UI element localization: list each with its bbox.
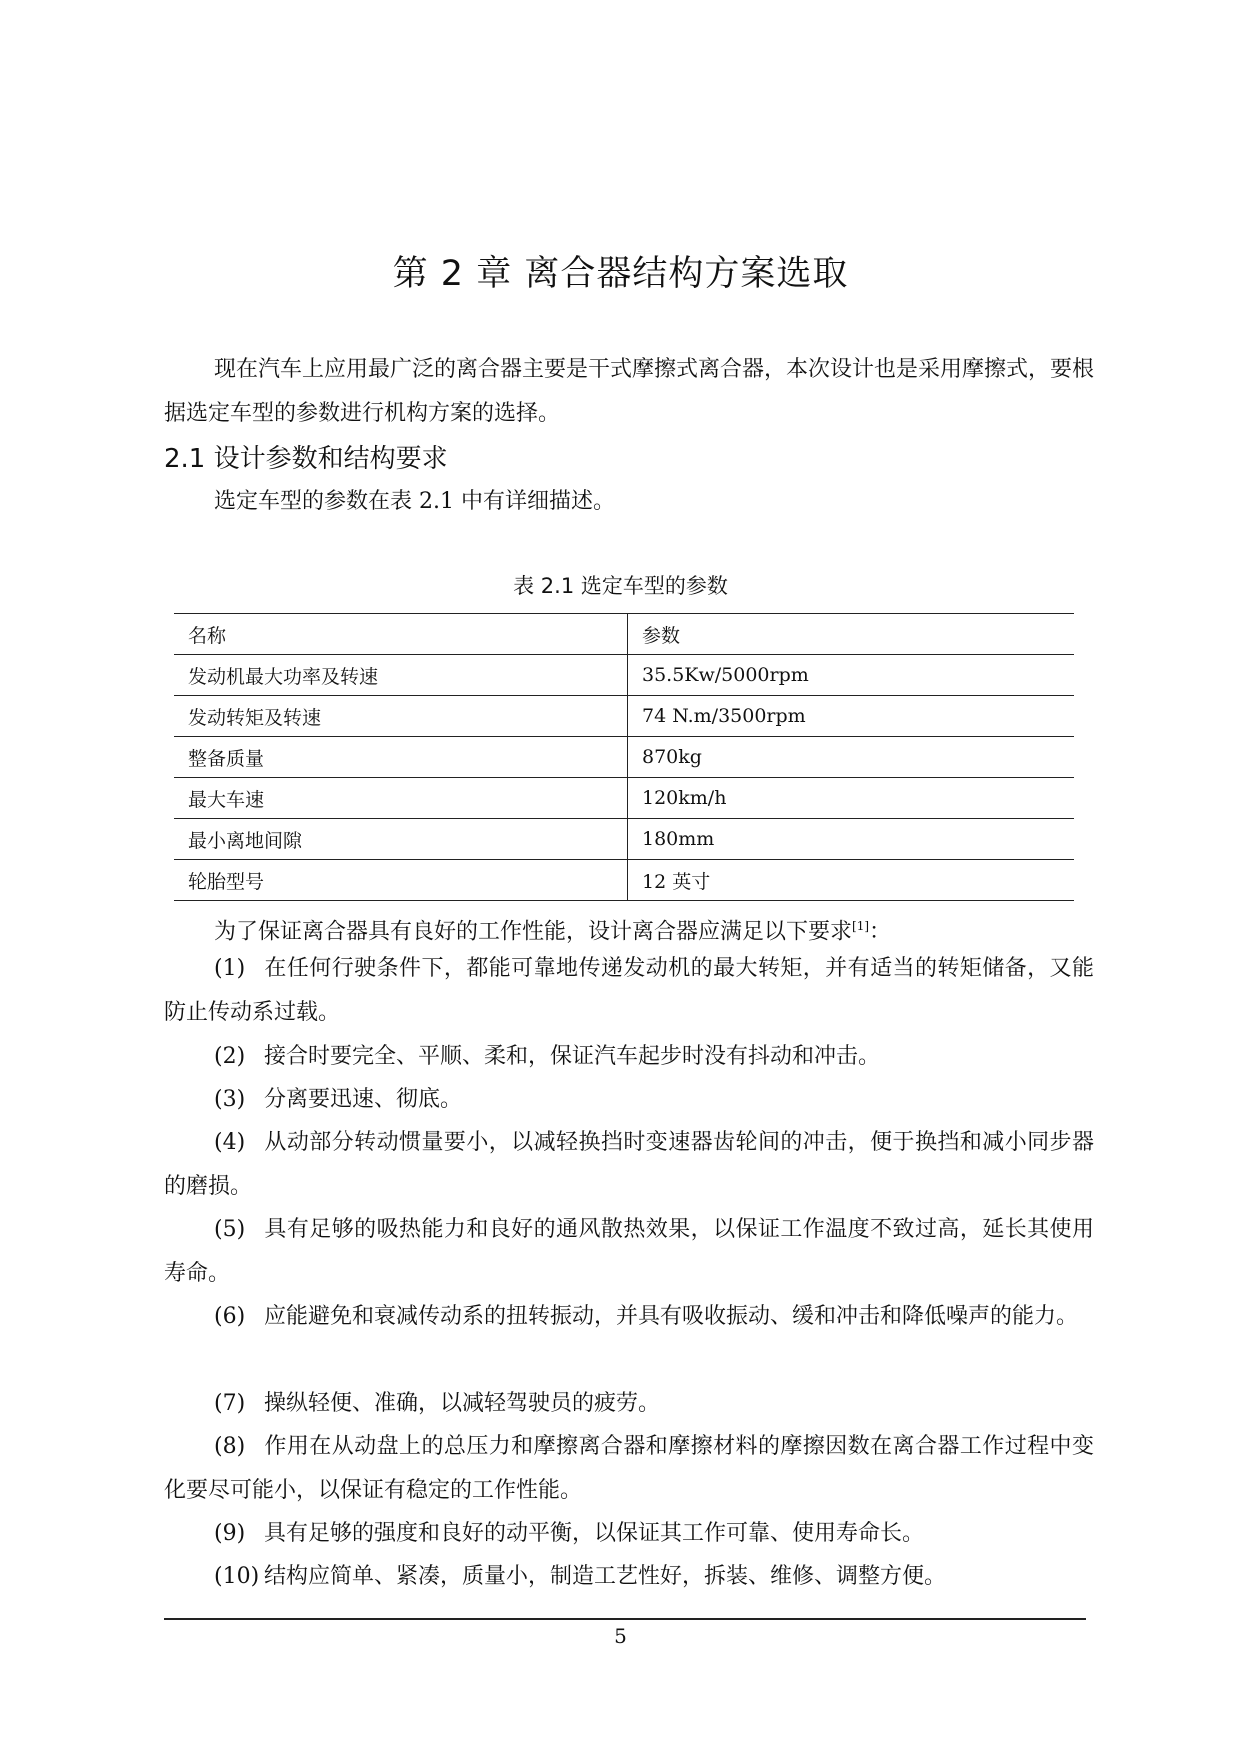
intro-paragraph: 现在汽车上应用最广泛的离合器主要是干式摩擦式离合器，本次设计也是采用摩擦式，要根据选定车型的参数进行机构方案的选择。	[164, 357, 1095, 426]
requirement-number: (4)	[214, 1130, 246, 1155]
requirement-item	[164, 1382, 1094, 1426]
requirement-text: 接合时要完全、平顺、柔和，保证汽车起步时没有抖动和冲击。	[264, 1044, 881, 1069]
requirements-intro-text: 为了保证离合器具有良好的工作性能，设计离合器应满足以下要求	[214, 919, 853, 945]
chapter-title: 第 2 章 离合器结构方案选取	[392, 254, 849, 294]
table-caption: 表 2.1 选定车型的参数	[513, 574, 728, 598]
footer-divider	[164, 1618, 1086, 1620]
table-cell: 35.5Kw/5000rpm	[628, 655, 1075, 696]
table-cell: 发动机最大功率及转速	[174, 655, 628, 696]
table-cell: 最大车速	[174, 778, 628, 819]
requirements-colon: ：	[869, 919, 892, 945]
requirement-text: 操纵轻便、准确，以减轻驾驶员的疲劳。	[264, 1391, 661, 1416]
requirement-number: (8)	[214, 1434, 246, 1459]
requirement-text: 具有足够的强度和良好的动平衡，以保证其工作可靠、使用寿命长。	[264, 1521, 925, 1546]
requirement-text: 在任何行驶条件下，都能可靠地传递发动机的最大转矩，并有适当的转矩储备，又能防止传动系过载。	[164, 956, 1094, 1025]
requirement-number: (7)	[214, 1391, 246, 1416]
table-cell: 发动转矩及转速	[174, 696, 628, 737]
requirement-text: 分离要迅速、彻底。	[264, 1087, 463, 1112]
table-cell: 整备质量	[174, 737, 628, 778]
requirement-text: 结构应简单、紧凑，质量小，制造工艺性好，拆装、维修、调整方便。	[264, 1564, 947, 1589]
table-row	[174, 860, 1074, 901]
requirement-item	[164, 1208, 1094, 1296]
requirement-item	[164, 947, 1094, 1035]
section-lead: 选定车型的参数在表 2.1 中有详细描述。	[214, 489, 615, 514]
table-cell: 12 英寸	[628, 860, 1075, 901]
requirement-item	[164, 1425, 1094, 1513]
requirement-item	[164, 1295, 1094, 1339]
citation-ref: [1]	[852, 919, 870, 933]
table-row	[174, 737, 1074, 778]
table-row	[174, 778, 1074, 819]
table-row	[174, 819, 1074, 860]
requirement-text: 作用在从动盘上的总压力和摩擦离合器和摩擦材料的摩擦因数在离合器工作过程中变化要尽可能小，以保证有稳定的工作性能。	[164, 1434, 1094, 1503]
requirement-text: 从动部分转动惯量要小，以减轻换挡时变速器齿轮间的冲击，便于换挡和减小同步器的磨损。	[164, 1130, 1094, 1199]
requirement-number: (10)	[214, 1564, 260, 1589]
table-cell: 最小离地间隙	[174, 819, 628, 860]
requirement-item	[164, 1121, 1094, 1209]
requirement-number: (6)	[214, 1304, 246, 1329]
section-title: 2.1 设计参数和结构要求	[164, 444, 448, 474]
requirement-text: 应能避免和衰减传动系的扭转振动，并具有吸收振动、缓和冲击和降低噪声的能力。	[264, 1304, 1079, 1329]
table-cell: 120km/h	[628, 778, 1075, 819]
table-header-cell: 参数	[628, 614, 1075, 655]
table-cell: 870kg	[628, 737, 1075, 778]
requirement-item	[164, 1078, 1094, 1122]
requirement-number: (3)	[214, 1087, 246, 1112]
requirement-item	[164, 1512, 1094, 1556]
table-row	[174, 655, 1074, 696]
requirement-number: (2)	[214, 1044, 246, 1069]
table-header-row	[174, 614, 1074, 655]
requirement-item	[164, 1555, 1094, 1599]
page-number: 5	[614, 1624, 627, 1648]
parameter-table	[174, 613, 1074, 901]
table-header-cell: 名称	[174, 614, 628, 655]
table-cell: 74 N.m/3500rpm	[628, 696, 1075, 737]
requirement-number: (5)	[214, 1217, 246, 1242]
table-cell: 轮胎型号	[174, 860, 628, 901]
requirement-number: (9)	[214, 1521, 246, 1546]
table-cell: 180mm	[628, 819, 1075, 860]
requirement-item	[164, 1035, 1094, 1079]
requirement-number: (1)	[214, 956, 246, 981]
requirement-text: 具有足够的吸热能力和良好的通风散热效果，以保证工作温度不致过高，延长其使用寿命。	[164, 1217, 1094, 1286]
table-row	[174, 696, 1074, 737]
